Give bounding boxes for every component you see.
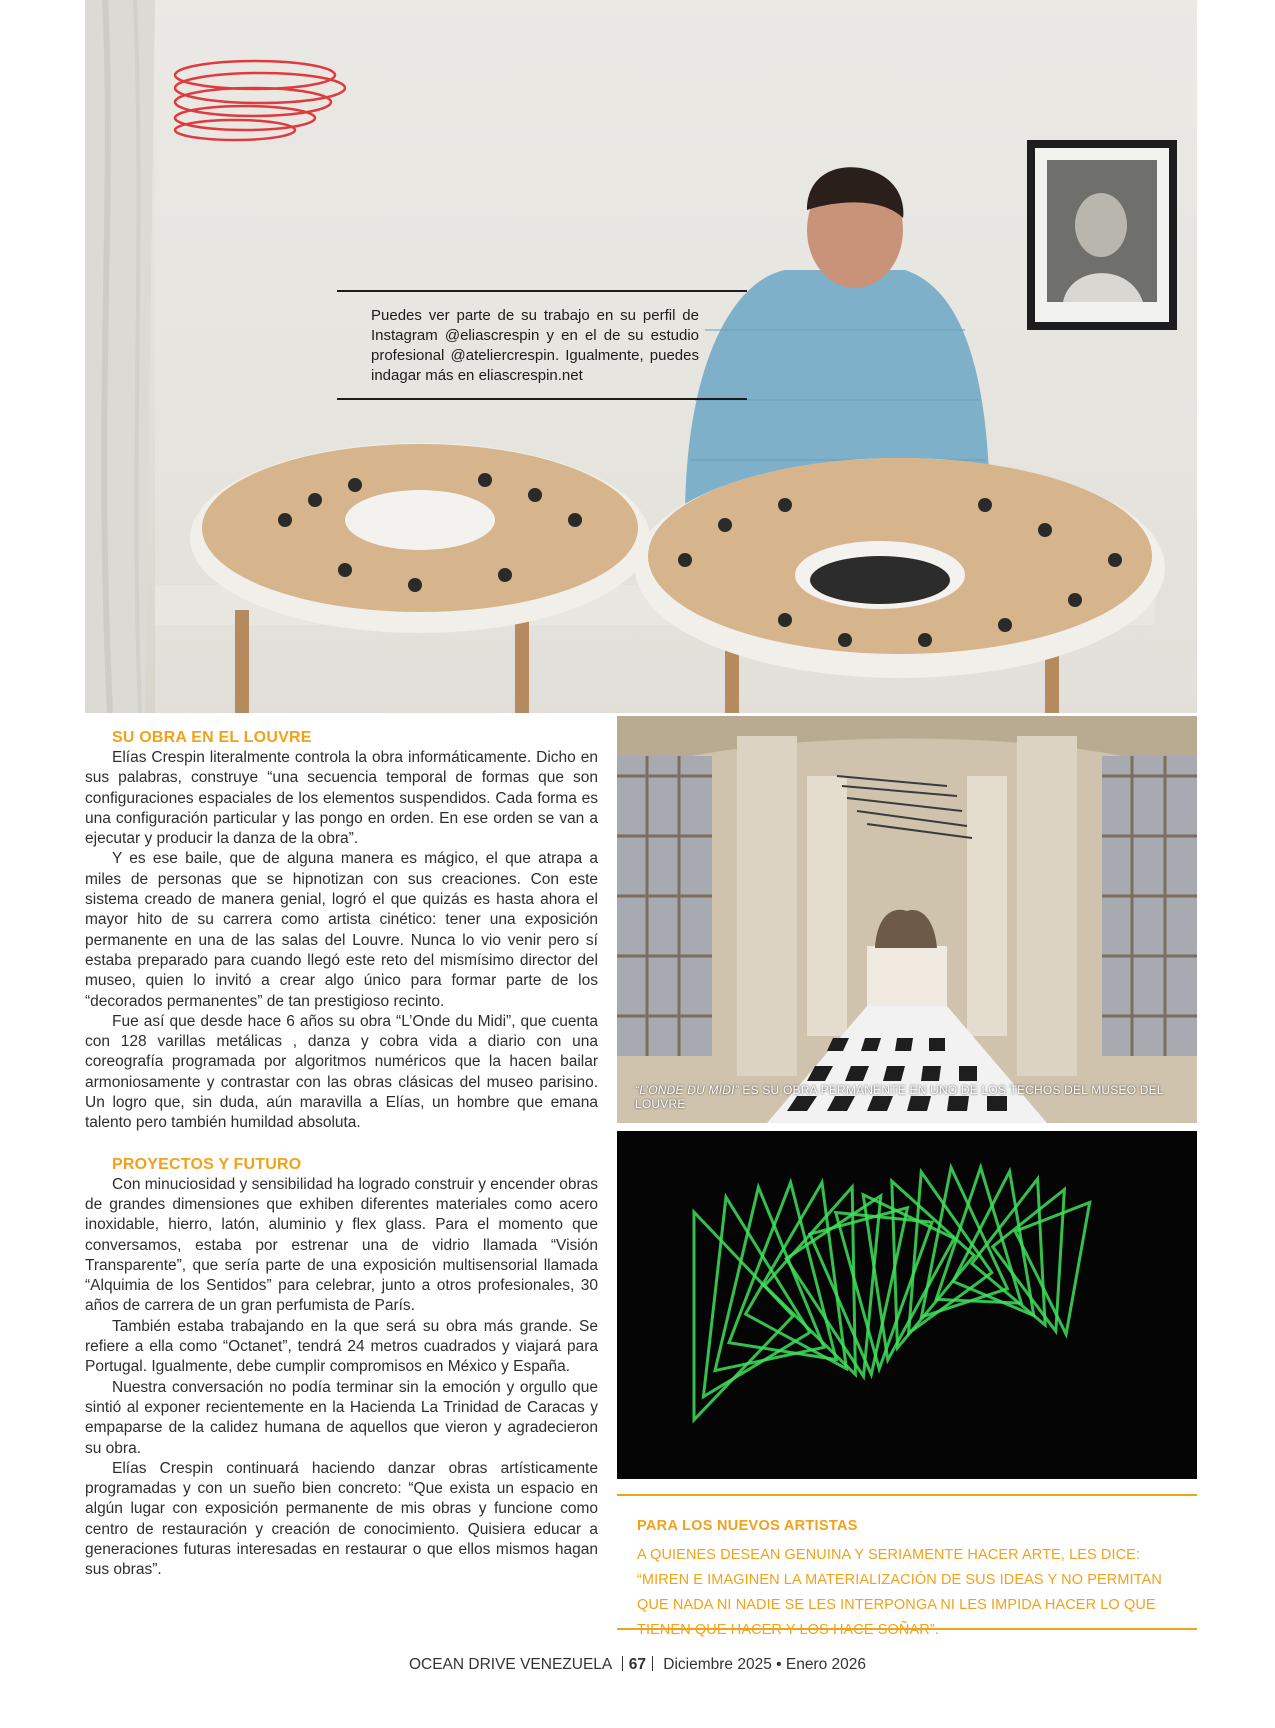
publication-name: OCEAN DRIVE VENEZUELA <box>408 1656 612 1673</box>
paragraph: Y es ese baile, que de alguna manera es mágico, el que atrapa a miles de personas que se hipnotizan con sus creaciones. Con este sistema creado de manera genial, logró el que quizás es hasta ahora el mayor hito de su carrera como artista cinético: tener una exposición permanente en una de las salas del Louvre. Nunca lo vio venir pero sí estaba preparado para cuando llegó este reto del mismísimo director del museo, quien lo invitó a crear algo único para formar parte de los “decorados permanentes” de tan prestigioso recinto. <box>85 850 598 1010</box>
green-triangle <box>694 1212 793 1420</box>
separator <box>652 1656 653 1671</box>
article-column <box>85 727 598 1581</box>
separator <box>622 1656 623 1671</box>
paragraph: Con minuciosidad y sensibilidad ha logrado construir y encender obras de grandes dimensiones que exhiben diferentes materiales como acero inoxidable, hierro, latón, aluminio y flex glass. Para el momento que conversamos, estaba por estrenar una de vidrio llamada “Visión Transparente”, que sería parte de una exposición multisensorial llamada “Alquimia de los Sentidos” para celebrar, junto a otros profesionales, 30 años de carrera de un gran perfumista de París. <box>85 1175 598 1315</box>
quote-title: PARA LOS NUEVOS ARTISTAS <box>637 1518 858 1534</box>
section-heading-proyectos: PROYECTOS Y FUTURO <box>112 1155 302 1173</box>
instagram-caption <box>337 290 747 400</box>
louvre-caption <box>635 1083 1197 1111</box>
work-title: “L’ONDE DU MIDI” <box>635 1083 739 1097</box>
quote-text: A QUIENES DESEAN GENUINA Y SERIAMENTE HACER ARTE, LES DICE: “MIREN E IMAGINEN LA MATERIALIZACIÓN DE SUS IDEAS Y NO PERMITAN QUE NADA NI NADIE SE LES INTERPONGA NI LES IMPIDA HACER LO QUE TIENEN QUE HACER Y LOS HACE SOÑAR”. <box>637 1547 1162 1638</box>
louvre-photo <box>617 716 1197 1123</box>
quote-box <box>617 1494 1197 1638</box>
issue-date: Diciembre 2025 • Enero 2026 <box>663 1656 867 1673</box>
paragraph: Nuestra conversación no podía terminar sin la emoción y orgullo que sintió al exponer recientemente en la Hacienda La Trinidad de Caracas y empaparse de la calidez humana de aquellos que vieron y agradecieron su obra. <box>85 1378 598 1457</box>
louvre-illustration <box>617 716 1197 1123</box>
caption-text: Puedes ver parte de su trabajo en su perfil de Instagram @eliascrespin y en el de su estudio profesional @ateliercrespin. Igualmente, puedes indagar más en eliascrespin.net <box>371 307 699 384</box>
caption-rest: ES SU OBRA PERMANENTE EN UNO DE LOS TECHOS DEL MUSEO DEL LOUVRE <box>635 1083 1164 1111</box>
paragraph: También estaba trabajando en la que será su obra más grande. Se refiere a ella como “Octanet”, tendrá 24 metros cuadrados y viajará para Portugal. Igualmente, debe cumplir compromisos en México y España. <box>85 1317 598 1376</box>
section-heading-louvre: SU OBRA EN EL LOUVRE <box>112 729 312 746</box>
paragraph: Fue así que desde hace 6 años su obra “L’Onde du Midi”, que cuenta con 128 varillas metálicas , danza y cobra vida a diario con una coreografía programada por algoritmos numéricos que la hacen bailar armoniosamente y contrastar con las obras clásicas del museo parisino. Un logro que, sin duda, aún maravilla a Elías, un hombre que emana talento pero también humildad absoluta. <box>85 1012 598 1132</box>
paragraph: Elías Crespin continuará haciendo danzar obras artísticamente programadas y con un sueño bien concreto: “Que exista un espacio en algún lugar con exposición permanente de mis obras y funcione como centro de restauración y creación de conocimiento. Quisiera educar a generaciones futuras interesadas en restaurar o que ellos mismos hagan sus obras”. <box>85 1459 598 1579</box>
paragraph: Elías Crespin literalmente controla la obra informáticamente. Dicho en sus palabras, construye “una secuencia temporal de formas que son configuraciones espaciales de los elementos suspendidos. Cada forma es una configuración particular y las pongo en orden. En ese orden se van a ejecutar y producir la danza de la obra”. <box>85 749 598 848</box>
green-triangles-illustration <box>617 1131 1197 1479</box>
framed-portrait <box>1027 140 1177 330</box>
hero-photo <box>85 0 1197 713</box>
green-sculpture-photo <box>617 1131 1197 1479</box>
page-footer <box>0 1656 1275 1674</box>
page-number: 67 <box>628 1656 646 1673</box>
